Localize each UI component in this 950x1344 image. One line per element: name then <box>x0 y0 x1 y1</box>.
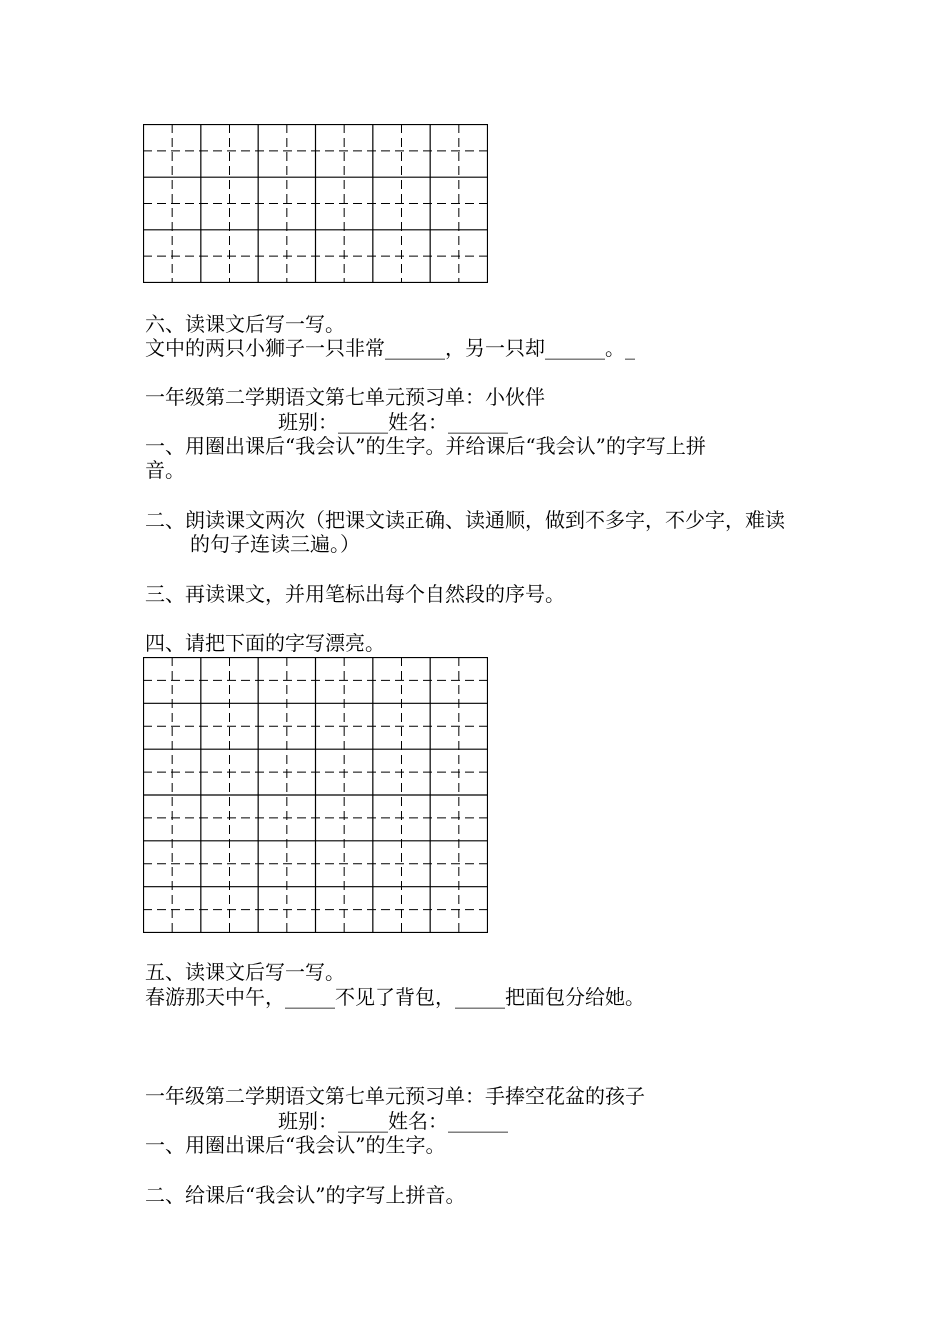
lesson2-q2-line1: 二、朗读课文两次（把课文读正确、读通顺，做到不多字，不少字，难读 <box>145 508 785 532</box>
lesson2-class-name: 班别：_____姓名：______ <box>278 410 508 434</box>
tianzige-grid <box>143 657 488 933</box>
lesson2-q5-title: 五、读课文后写一写。 <box>145 960 345 984</box>
q6-title: 六、读课文后写一写。 <box>145 312 345 336</box>
lesson2-q1-line2: 音。 <box>145 458 185 482</box>
lesson3-q2: 二、给课后“我会认”的字写上拼音。 <box>145 1183 466 1207</box>
writing-grid-1 <box>143 124 488 283</box>
q6-text: 文中的两只小狮子一只非常______，另一只却______。_ <box>145 336 635 360</box>
lesson2-q1-line1: 一、用圈出课后“我会认”的生字。并给课后“我会认”的字写上拼 <box>145 434 706 458</box>
lesson2-q2-line2: 的句子连读三遍。） <box>190 532 360 556</box>
writing-grid-2 <box>143 657 488 933</box>
lesson3-q1: 一、用圈出课后“我会认”的生字。 <box>145 1133 446 1157</box>
lesson3-title: 一年级第二学期语文第七单元预习单：手捧空花盆的孩子 <box>145 1084 645 1108</box>
lesson2-q5-text: 春游那天中午，_____不见了背包，_____把面包分给她。 <box>145 985 645 1009</box>
lesson2-q3: 三、再读课文，并用笔标出每个自然段的序号。 <box>145 582 565 606</box>
lesson2-q4: 四、请把下面的字写漂亮。 <box>145 631 385 655</box>
tianzige-grid <box>143 124 488 283</box>
lesson2-title: 一年级第二学期语文第七单元预习单：小伙伴 <box>145 385 545 409</box>
lesson3-class-name: 班别：_____姓名：______ <box>278 1109 508 1133</box>
